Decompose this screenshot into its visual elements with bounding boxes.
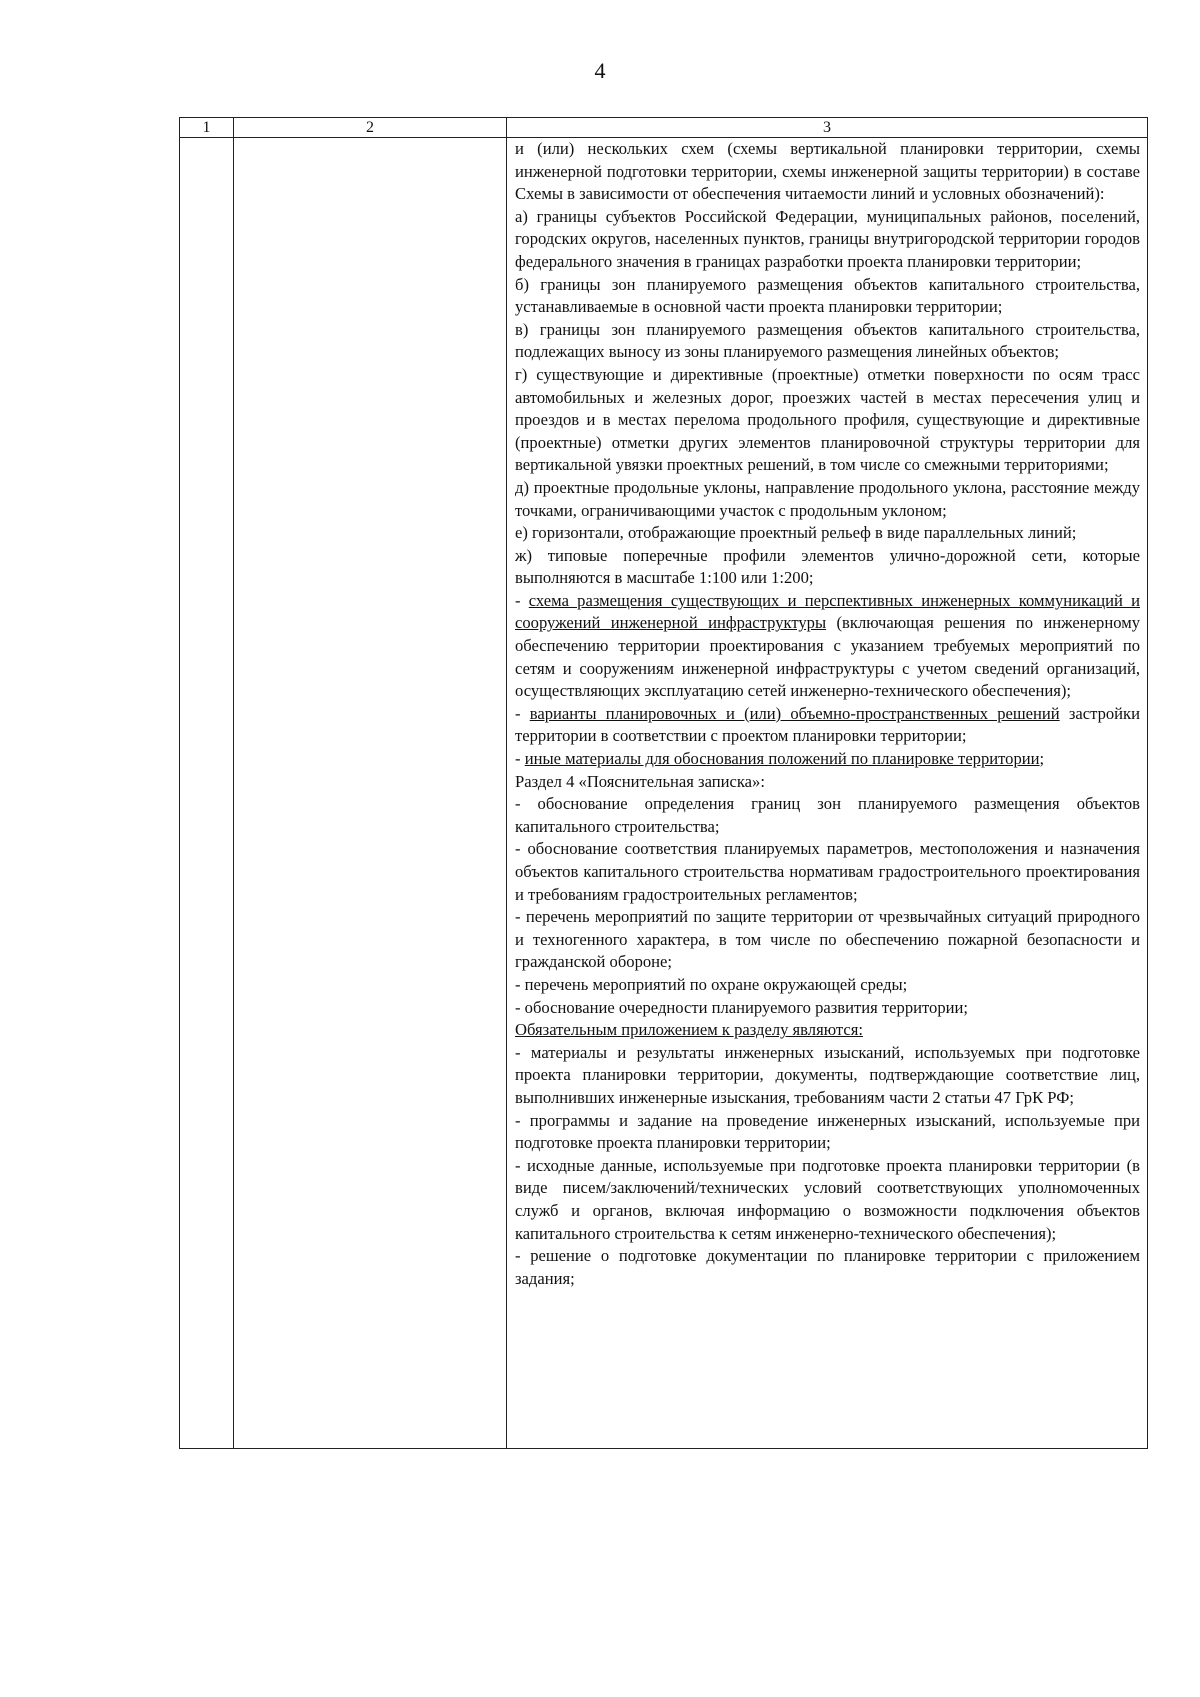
underlined-heading: иные материалы для обоснования положений по планировке территории	[524, 749, 1040, 769]
paragraph	[515, 703, 1140, 748]
table-row	[180, 138, 1148, 1449]
table-header-row	[180, 118, 1148, 138]
cell-column-2	[234, 138, 507, 1449]
paragraph: - программы и задание на проведение инженерных изысканий, используемые при подготовке проекта планировки территории;	[515, 1110, 1140, 1153]
paragraph-prefix: -	[515, 590, 529, 610]
paragraph: - перечень мероприятий по охране окружающей среды;	[515, 974, 908, 994]
underlined-heading: варианты планировочных и (или) объемно-пространственных решений	[529, 703, 1060, 723]
paragraph: г) существующие и директивные (проектные) отметки поверхности по осям трасс автомобильных и железных дорог, проезжих частей в местах пересечения улиц и проездов и в местах перелома продольного профиля, существующие и директивные (проектные) отметки других элементов планировочной структуры территории для вертикальной увязки проектных решений, в том числе со смежными территориями;	[515, 364, 1140, 475]
paragraph-rest: застройки территории в соответствии с проектом планировки территории;	[515, 703, 1140, 746]
paragraph: - материалы и результаты инженерных изысканий, используемых при подготовке проекта планировки территории, документы, подтверждающие соответствие лиц, выполнивших инженерные изыскания, требованиям части 2 статьи 47 ГрК РФ;	[515, 1042, 1140, 1107]
paragraph: б) границы зон планируемого размещения объектов капитального строительства, устанавливаемые в основной части проекта планировки территории;	[515, 274, 1140, 317]
paragraph: - обоснование соответствия планируемых параметров, местоположения и назначения объектов капитального строительства нормативам градостроительного проектирования и требованиям градостроительных регламентов;	[515, 839, 1140, 904]
section-heading: Раздел 4 «Пояснительная записка»:	[515, 771, 765, 791]
underlined-heading: схема размещения существующих и перспективных инженерных коммуникаций и сооружений инженерной инфраструктуры	[515, 590, 1140, 633]
paragraph: д) проектные продольные уклоны, направление продольного уклона, расстояние между точками, ограничивающими участок с продольным уклоном;	[515, 477, 1140, 520]
paragraph: ж) типовые поперечные профили элементов улично-дорожной сети, которые выполняются в масштабе 1:100 или 1:200;	[515, 545, 1140, 588]
paragraph: - обоснование очередности планируемого развития территории;	[515, 997, 968, 1017]
paragraph: в) границы зон планируемого размещения объектов капитального строительства, подлежащих выносу из зоны планируемого размещения линейных объектов;	[515, 319, 1140, 362]
column-header-1: 1	[180, 118, 234, 138]
paragraph: - обоснование определения границ зон планируемого размещения объектов капитального строительства;	[515, 794, 1140, 836]
paragraph: а) границы субъектов Российской Федерации, муниципальных районов, поселений, городских округов, населенных пунктов, границы внутригородской территории городов федерального значения в границах разработки проекта планировки территории;	[515, 206, 1140, 271]
paragraph: - исходные данные, используемые при подготовке проекта планировки территории (в виде писем/заключений/технических условий соответствующих уполномоченных служб и органов, включая информацию о возможности подключения объектов капитального строительства к сетям инженерно-технического обеспечения);	[515, 1155, 1140, 1243]
paragraph: е) горизонтали, отображающие проектный рельеф в виде параллельных линий;	[515, 523, 1077, 543]
paragraph: - перечень мероприятий по защите территории от чрезвычайных ситуаций природного и техногенного характера, в том числе по обеспечению пожарной безопасности и гражданской обороне;	[515, 907, 1140, 972]
paragraph-rest: ;	[1039, 749, 1045, 769]
paragraph: и (или) нескольких схем (схемы вертикальной планировки территории, схемы инженерной подготовки территории, схемы инженерной защиты территории) в составе Схемы в зависимости от обеспечения читаемости линий и условных обозначений):	[515, 139, 1140, 204]
paragraph-prefix: -	[515, 703, 530, 723]
requirements-table	[179, 117, 1148, 1449]
paragraph	[515, 748, 1140, 771]
paragraph	[515, 590, 1140, 703]
paragraph-prefix: -	[515, 749, 525, 769]
paragraph: - решение о подготовке документации по планировке территории с приложением задания;	[515, 1246, 1140, 1288]
column-header-3: 3	[507, 118, 1148, 138]
paragraph	[515, 1019, 1140, 1042]
underlined-heading: Обязательным приложением к разделу являются:	[515, 1020, 863, 1040]
page-number: 4	[594, 58, 606, 83]
paragraph-rest: (включающая решения по инженерному обеспечению территории проектирования с указанием требуемых мероприятий по сетям и сооружениям инженерной инфраструктуры с учетом сведений организаций, осуществляющих эксплуатацию сетей инженерно-технического обеспечения);	[515, 613, 1140, 701]
cell-column-1	[180, 138, 234, 1449]
column-header-2: 2	[234, 118, 507, 138]
cell-column-3	[507, 138, 1148, 1449]
